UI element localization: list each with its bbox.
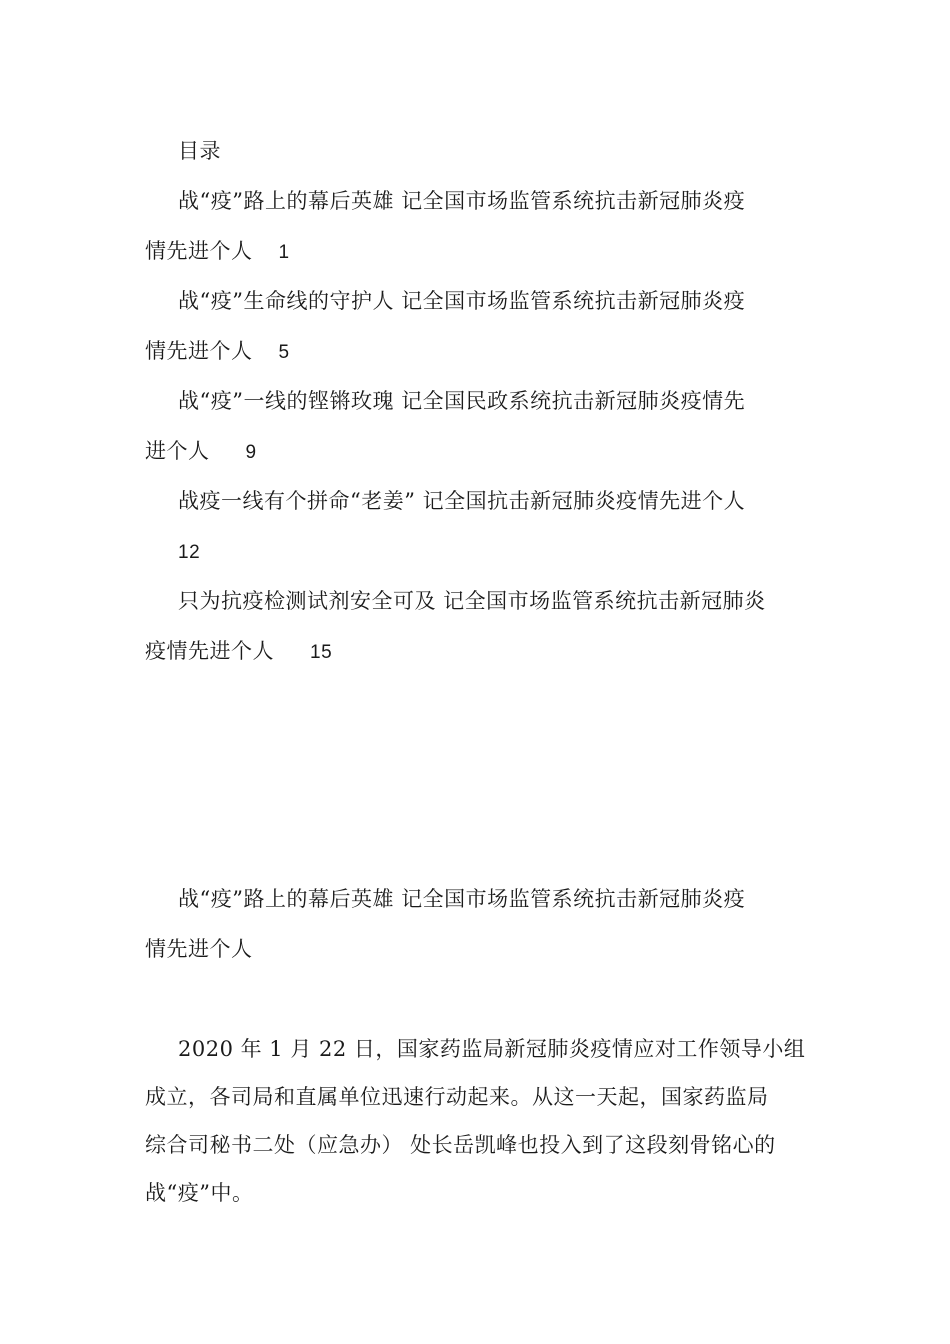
toc-entry-1-text: 情先进个人: [145, 239, 253, 263]
article-paragraph-line4: 战“疫”中。: [145, 1181, 254, 1205]
article-title-line1: 战“疫”路上的幕后英雄 记全国市场监管系统抗击新冠肺炎疫: [178, 887, 746, 911]
toc-entry-3-line2[interactable]: [145, 436, 257, 468]
toc-entry-3-page: 9: [245, 442, 257, 463]
toc-entry-1-line1[interactable]: 战“疫”路上的幕后英雄 记全国市场监管系统抗击新冠肺炎疫: [178, 189, 746, 213]
toc-entry-3-line1[interactable]: 战“疫”一线的铿锵玫瑰 记全国民政系统抗击新冠肺炎疫情先: [178, 389, 746, 413]
article-paragraph-line1: 2020 年 1 月 22 日，国家药监局新冠肺炎疫情应对工作领导小组: [178, 1037, 806, 1061]
article-title-line2: 情先进个人: [145, 937, 253, 961]
toc-entry-5-text: 疫情先进个人: [145, 639, 274, 663]
toc-entry-5-line2[interactable]: [145, 636, 332, 668]
toc-entry-5-line1[interactable]: 只为抗疫检测试剂安全可及 记全国市场监管系统抗击新冠肺炎: [178, 589, 766, 613]
toc-entry-5-page: 15: [310, 642, 333, 663]
article-paragraph-line3: 综合司秘书二处（应急办） 处长岳凯峰也投入到了这段刻骨铭心的: [145, 1133, 776, 1157]
toc-entry-2-page: 5: [278, 342, 290, 363]
toc-entry-4-line2[interactable]: [178, 536, 200, 568]
toc-entry-2-line1[interactable]: 战“疫”生命线的守护人 记全国市场监管系统抗击新冠肺炎疫: [178, 289, 746, 313]
toc-entry-3-text: 进个人: [145, 439, 210, 463]
toc-entry-1-page: 1: [278, 242, 290, 263]
toc-entry-2-text: 情先进个人: [145, 339, 253, 363]
toc-entry-4-page: 12: [178, 542, 201, 563]
article-paragraph-line2: 成立，各司局和直属单位迅速行动起来。从这一天起，国家药监局: [145, 1085, 769, 1109]
toc-entry-2-line2[interactable]: [145, 336, 290, 368]
toc-title: 目录: [178, 139, 221, 163]
toc-entry-4-line1[interactable]: 战疫一线有个拼命“老姜” 记全国抗击新冠肺炎疫情先进个人: [178, 489, 746, 513]
toc-entry-1-line2[interactable]: [145, 236, 290, 268]
